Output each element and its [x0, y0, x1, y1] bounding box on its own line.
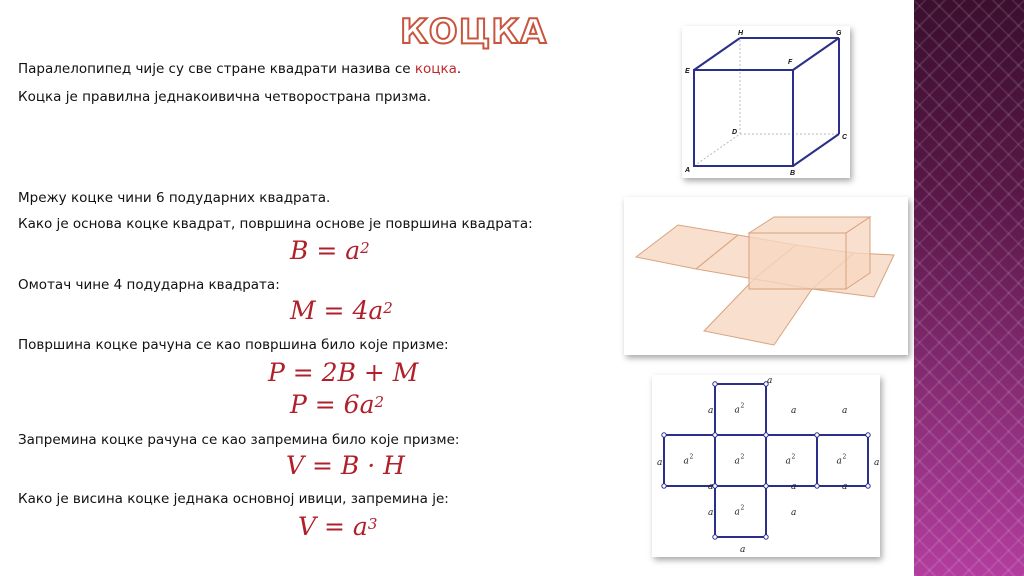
text-line-surface: Површина коцке рачуна се као површина било које призме:: [18, 337, 449, 353]
net-vertex: [764, 535, 768, 539]
text-line-definition: [18, 60, 461, 78]
net-vertex: [815, 433, 819, 437]
net-vertex: [866, 484, 870, 488]
vertex-label-c: C: [842, 134, 848, 141]
cube-diagram: [682, 26, 850, 178]
net-face-label-5: a: [836, 456, 842, 467]
net-face-exp-5: 2: [842, 453, 847, 461]
net-edge-label-1: a: [767, 376, 773, 386]
vertex-label-e: E: [685, 68, 690, 75]
formula-surface-cube: $P = 6a^2$: [290, 390, 385, 419]
net-face-label-6: a: [734, 507, 740, 518]
net-face-1: [715, 384, 766, 435]
net-face-2: [664, 435, 715, 486]
net-vertex: [866, 433, 870, 437]
net-face-3: [715, 435, 766, 486]
vertex-label-a: A: [685, 167, 691, 174]
net-face-exp-2: 2: [689, 453, 694, 461]
net-face-exp-4: 2: [791, 453, 796, 461]
net-vertex: [662, 433, 666, 437]
net-vertex: [713, 484, 717, 488]
net-face-label-1: a: [734, 405, 740, 416]
decorative-sidebar: [914, 0, 1024, 576]
net-edge-label-5: a: [874, 458, 880, 468]
slide-title: КОЦКА: [400, 12, 548, 52]
net-edge-label-8: a: [842, 406, 848, 416]
net-vertex: [764, 484, 768, 488]
text-line-volume: Запремина коцке рачуна се као запремина било које призме:: [18, 432, 460, 448]
vertex-label-h: H: [738, 30, 744, 37]
text-line-net: Мрежу коцке чини 6 подударних квадрата.: [18, 190, 331, 206]
text-line-height: Како је висина коцке једнака основној ивици, запремина је:: [18, 491, 449, 507]
net-edge-label-2: a: [708, 406, 714, 416]
net-face-5: [817, 435, 868, 486]
formula-surface-general: P = 2B + M: [268, 358, 419, 387]
cube-net-diagram: [652, 375, 880, 557]
net-vertex: [713, 382, 717, 386]
cube-figure: [682, 26, 850, 178]
vertex-label-d: D: [732, 129, 738, 136]
definition-period: .: [456, 61, 462, 77]
formula-volume-general: V = B · H: [286, 451, 405, 480]
net-face-label-3: a: [734, 456, 740, 467]
net-vertex: [713, 433, 717, 437]
definition-text: Паралелопипед чије су све стране квадрати назива се: [18, 61, 415, 77]
net-edge-label-9: a: [842, 482, 848, 492]
net-vertex: [815, 484, 819, 488]
net-edge-label-6: a: [708, 482, 714, 492]
net-edge-label-12: a: [740, 545, 746, 555]
net-face-label-4: a: [785, 456, 791, 467]
net-edge-label-7: a: [791, 482, 797, 492]
net-edge-label-3: a: [791, 406, 797, 416]
vertex-label-b: B: [790, 170, 796, 177]
net-face-exp-1: 2: [740, 402, 745, 410]
net-face-exp-6: 2: [740, 504, 745, 512]
net-edge-label-10: a: [708, 508, 714, 518]
vertex-label-f: F: [788, 59, 793, 66]
net-edge-label-4: a: [657, 458, 663, 468]
net-face-4: [766, 435, 817, 486]
formula-base-area: $B = a^2$: [290, 236, 370, 265]
net-face-6: [715, 486, 766, 537]
cube-net-figure: [652, 375, 880, 557]
net-vertex: [713, 535, 717, 539]
text-line-base: Како је основа коцке квадрат, површина основе је површина квадрата:: [18, 216, 533, 232]
vertex-label-g: G: [836, 30, 842, 37]
text-line-lateral: Омотач чине 4 подударна квадрата:: [18, 277, 280, 293]
unfolding-net-figure: [624, 197, 908, 355]
net-face-exp-3: 2: [740, 453, 745, 461]
net-vertex: [764, 433, 768, 437]
net-face-label-2: a: [683, 456, 689, 467]
highlight-cube-word: коцка: [414, 61, 457, 77]
unfolding-net-diagram: [624, 197, 908, 355]
net-edge-label-11: a: [791, 508, 797, 518]
text-line-prism: Коцка је правилна једнакоивична четворострана призма.: [18, 89, 432, 105]
formula-volume-cube: $V = a^3$: [298, 512, 378, 541]
net-vertex: [662, 484, 666, 488]
formula-lateral-area: $M = 4a^2$: [290, 296, 393, 325]
